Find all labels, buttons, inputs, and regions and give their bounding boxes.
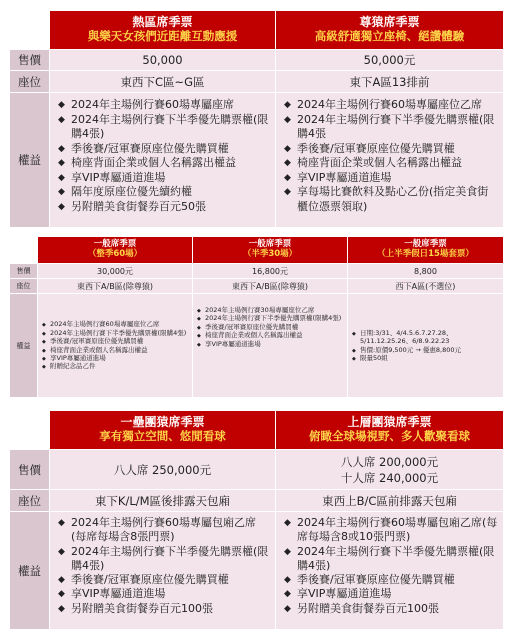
hot-zone-price: 50,000: [50, 50, 276, 71]
upper-box-title: 上層團猿席季票: [347, 415, 432, 430]
vip-monkey-price: 50,000元: [276, 50, 504, 71]
general-holiday-price: 8,800: [348, 264, 504, 279]
general-half-header: [193, 237, 348, 264]
group-box-season-ticket-table: [9, 410, 504, 630]
general-half-title: 一般席季票: [248, 239, 292, 250]
general-half-benefits: [193, 294, 348, 398]
hot-zone-seat: 東西下C區~G區: [50, 71, 276, 93]
upper-box-price: [276, 450, 504, 490]
list-item: ◆ 另附贈美食街餐券百元50張: [58, 200, 271, 215]
list-item: ◆ 享VIP專屬通道進場: [197, 340, 344, 348]
first-base-box-title: 一壘團猿席季票: [120, 415, 205, 430]
list-item: ◆ 享VIP專屬通道進場: [42, 354, 189, 362]
general-full-title: 一般席季票: [93, 239, 137, 250]
list-item: ◆ 椅座背面企業或個人名稱露出權益: [58, 156, 271, 171]
upper-box-price-10: 十人席 240,000元: [340, 470, 439, 485]
upper-box-price-8: 八人席 200,000元: [340, 454, 439, 469]
general-holiday-subtitle: （上半季假日15場套票）: [377, 249, 474, 259]
first-base-box-header: [50, 411, 276, 450]
list-item: ◆ 享每場比賽飲料及點心乙份(指定美食街櫃位憑票領取): [284, 185, 499, 214]
list-item: ◆ 季後賽/冠軍賽原座位優先購買權: [284, 573, 499, 587]
list-item: ◆ 享VIP專屬通道進場: [284, 587, 499, 601]
first-base-box-price: 八人席 250,000元: [50, 450, 276, 490]
list-item: ◆ 享VIP專屬通道進場: [58, 171, 271, 186]
first-base-box-subtitle: 享有獨立空間、悠閒看球: [99, 429, 226, 444]
general-full-seat: 東西下A/B區(除尊猿): [38, 279, 193, 294]
benefit-label: 權益: [10, 512, 50, 630]
upper-box-subtitle: 俯瞰全球場視野、多人歡聚看球: [309, 429, 470, 444]
price-label: 售價: [10, 50, 50, 71]
list-item: ◆ 椅座背面企業或個人名稱露出權益: [197, 331, 344, 339]
list-item: ◆ 2024年主場例行賽下半季優先購票權(限購4張): [42, 329, 189, 337]
list-item: ◆ 季後賽/冠軍賽原座位優先購買權: [284, 142, 499, 157]
list-item: ◆ 2024年主場例行賽60場專屬包廂乙席(每席每場含8張門票): [58, 516, 271, 545]
list-item: ◆ 季後賽/冠軍賽原座位優先購買權: [197, 323, 344, 331]
general-full-subtitle: （整季60場）: [87, 249, 143, 259]
list-item: ◆ 季後賽/冠軍賽原座位優先購買權: [58, 573, 271, 587]
corner-cell: [10, 411, 50, 450]
hot-zone-title: 熱區席季票: [132, 15, 193, 30]
hot-zone-subtitle: 與樂天女孩們近距離互動應援: [87, 29, 238, 44]
general-full-header: [38, 237, 193, 264]
general-full-price: 30,000元: [38, 264, 193, 279]
upper-box-seat: 東西上B/C區前排露天包廂: [276, 490, 504, 512]
general-full-benefits: [38, 294, 193, 398]
list-item: ◆ 椅座背面企業或個人名稱露出權益: [42, 346, 189, 354]
list-item: ◆ 2024年主場例行賽下半季優先購票權(限購4張): [58, 113, 271, 142]
list-item: ◆ 2024年主場例行賽下半季優先購票權(限購4張): [58, 545, 271, 574]
general-half-seat: 東西下A/B區(除尊猿): [193, 279, 348, 294]
hot-zone-header: [50, 11, 276, 50]
list-item: ◆ 2024年主場例行賽下半季優先購票權(限購4張): [284, 545, 499, 574]
list-item: ◆ 季後賽/冠軍賽原座位優先購買權: [58, 142, 271, 157]
list-item: ◆ 2024年主場例行賽下半季優先購票權(限購4張: [284, 113, 499, 142]
general-holiday-title: 一般席季票: [404, 239, 447, 250]
vip-monkey-seat: 東下A區13排前: [276, 71, 504, 93]
general-half-subtitle: （半季30場）: [242, 249, 298, 259]
seat-label: 座位: [10, 490, 50, 512]
list-item: ◆ 售價:原價9,500元 → 優惠8,800元: [352, 346, 500, 354]
benefit-label: 權益: [10, 294, 38, 398]
seat-label: 座位: [10, 279, 38, 294]
price-label: 售價: [10, 264, 38, 279]
general-holiday-header: [348, 237, 504, 264]
benefit-label: 權益: [10, 93, 50, 228]
list-item: ◆ 2024年主場例行賽60場專屬座位乙席: [42, 320, 189, 328]
seat-label: 座位: [10, 71, 50, 93]
vip-monkey-subtitle: 高級舒適獨立座椅、絕讚體驗: [314, 29, 465, 44]
price-label: 售價: [10, 450, 50, 490]
list-item: ◆ 限量50組: [352, 354, 500, 362]
general-half-price: 16,800元: [193, 264, 348, 279]
premium-season-ticket-table: [9, 10, 504, 228]
list-item: ◆ 季後賽/冠軍賽原座位優先購買權: [42, 337, 189, 345]
corner-cell: [10, 237, 38, 264]
list-item: ◆ 日期:3/31、4/4.5.6.7.27.28、5/11.12.25.26、6/8.9.22.23: [352, 329, 500, 346]
first-base-box-benefits: [50, 512, 276, 630]
list-item: ◆ 隔年度原座位優先續約權: [58, 185, 271, 200]
list-item: ◆ 2024年主場例行賽下半季優先購票權(限購4張): [197, 314, 344, 322]
upper-box-benefits: [276, 512, 504, 630]
vip-monkey-header: [276, 11, 504, 50]
upper-box-header: [276, 411, 504, 450]
list-item: ◆ 附贈紀念品乙件: [42, 362, 189, 370]
list-item: ◆ 另附贈美食街餐券百元100張: [58, 602, 271, 616]
list-item: ◆ 享VIP專屬通道進場: [284, 171, 499, 186]
hot-zone-benefits: [50, 93, 276, 228]
list-item: ◆ 享VIP專屬通道進場: [58, 587, 271, 601]
list-item: ◆ 2024年主場例行賽30場專屬座位乙席: [197, 306, 344, 314]
vip-monkey-benefits: [276, 93, 504, 228]
general-holiday-benefits: [348, 294, 504, 398]
list-item: ◆ 2024年主場例行賽60場專屬座席: [58, 98, 271, 113]
general-season-ticket-table: [9, 236, 504, 398]
list-item: ◆ 2024年主場例行賽60場專屬座位乙席: [284, 98, 499, 113]
list-item: ◆ 另附贈美食街餐券百元100張: [284, 602, 499, 616]
list-item: ◆ 2024年主場例行賽60場專屬包廂乙席(每席每場含8或10張門票): [284, 516, 499, 545]
first-base-box-seat: 東下K/L/M區後排露天包廂: [50, 490, 276, 512]
corner-cell: [10, 11, 50, 50]
list-item: ◆ 椅座背面企業或個人名稱露出權益: [284, 156, 499, 171]
general-holiday-seat: 西下A區(不選位): [348, 279, 504, 294]
vip-monkey-title: 尊猿席季票: [359, 15, 420, 30]
